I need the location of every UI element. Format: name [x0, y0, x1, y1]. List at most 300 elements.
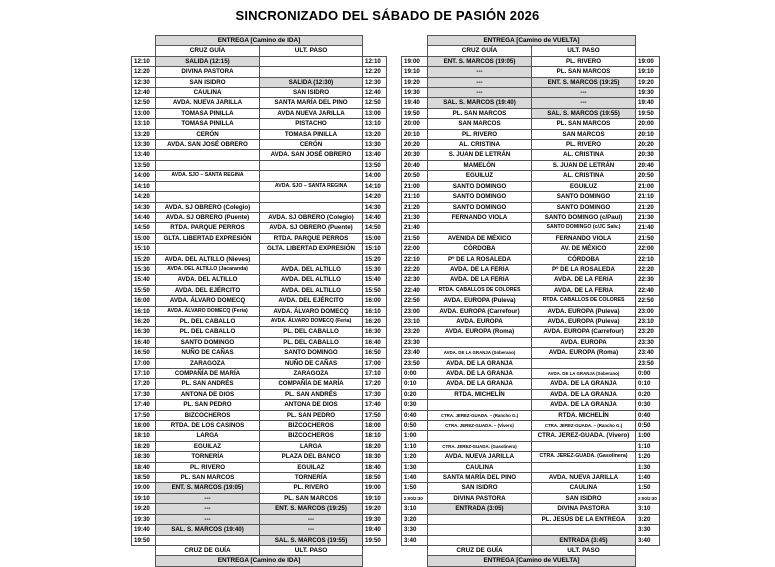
- time-cell: 17:40: [132, 400, 156, 410]
- cruz-guia-cell: ZARAGOZA: [156, 358, 260, 368]
- cruz-guia-cell: PL. RIVERO: [156, 462, 260, 472]
- cruz-guia-cell: [156, 535, 260, 545]
- time-cell: 2:00/2:30: [636, 493, 660, 503]
- time-cell: 15:50: [363, 285, 387, 295]
- time-cell: 19:50: [402, 108, 428, 118]
- cruz-guia-cell: [156, 181, 260, 191]
- time-cell: 0:30: [402, 400, 428, 410]
- time-cell: 14:50: [363, 223, 387, 233]
- time-cell: 1:00: [402, 431, 428, 441]
- time-cell: 20:40: [402, 160, 428, 170]
- spacer-cell: [363, 36, 387, 46]
- time-cell: 0:40: [636, 410, 660, 420]
- ult-paso-cell: AVDA. NUEVA JARILLA: [532, 473, 636, 483]
- table-row: [132, 67, 387, 77]
- table-row: [402, 254, 660, 264]
- time-cell: 1:20: [402, 452, 428, 462]
- ult-paso-cell: CAULINA: [532, 483, 636, 493]
- time-cell: 21:00: [636, 181, 660, 191]
- ult-paso-cell: CTRA. JEREZ-GUADA. (Vivero): [532, 431, 636, 441]
- cruz-guia-cell: [428, 514, 532, 524]
- table-footer: ENTREGA [Camino de IDA]: [156, 556, 363, 566]
- table-row: [402, 171, 660, 181]
- table-row: [402, 389, 660, 399]
- cruz-guia-cell: EGUILAZ: [156, 441, 260, 451]
- time-cell: 13:30: [132, 140, 156, 150]
- table-row: [132, 441, 387, 451]
- time-cell: 21:20: [636, 202, 660, 212]
- cruz-guia-cell: MAMELÓN: [428, 160, 532, 170]
- time-cell: 12:20: [132, 67, 156, 77]
- time-cell: 18:30: [132, 452, 156, 462]
- table-row: [132, 462, 387, 472]
- ult-paso-cell: AVDA. DEL ALTILLO: [260, 264, 363, 274]
- ult-paso-cell: PLAZA DEL BANCO: [260, 452, 363, 462]
- time-cell: 18:30: [363, 452, 387, 462]
- table-row: [132, 77, 387, 87]
- spacer-cell: [132, 545, 156, 555]
- ult-paso-cell: Pº DE LA ROSALEDA: [532, 264, 636, 274]
- time-cell: 22:30: [636, 275, 660, 285]
- table-row: [132, 264, 387, 274]
- time-cell: 17:50: [363, 410, 387, 420]
- time-cell: 14:20: [363, 192, 387, 202]
- time-cell: 15:10: [132, 244, 156, 254]
- time-cell: 18:50: [132, 473, 156, 483]
- schedule-table-vuelta: [401, 35, 660, 567]
- ult-paso-cell: EGUILUZ: [532, 181, 636, 191]
- table-row: [402, 462, 660, 472]
- ult-paso-cell: [260, 56, 363, 66]
- time-cell: 14:00: [132, 171, 156, 181]
- time-cell: 14:50: [132, 223, 156, 233]
- cruz-guia-cell: AVDA. NUEVA JARILLA: [428, 452, 532, 462]
- time-cell: 14:10: [132, 181, 156, 191]
- time-cell: 16:20: [132, 316, 156, 326]
- cruz-guia-cell: CAULINA: [156, 88, 260, 98]
- spacer-cell: [132, 556, 156, 566]
- table-row: [132, 327, 387, 337]
- ult-paso-cell: AVDA. SJO – SANTA REGINA: [260, 181, 363, 191]
- table-row: [132, 504, 387, 514]
- cruz-guia-cell: AVDA. DE LA FERIA: [428, 275, 532, 285]
- time-cell: 14:40: [363, 212, 387, 222]
- ult-paso-cell: ---: [260, 514, 363, 524]
- time-cell: 22:40: [636, 285, 660, 295]
- ult-paso-cell: ---: [532, 98, 636, 108]
- table-row: [402, 67, 660, 77]
- time-cell: 16:30: [363, 327, 387, 337]
- time-cell: 20:40: [636, 160, 660, 170]
- ult-paso-cell: [532, 358, 636, 368]
- cruz-guia-cell: PL. SAN PEDRO: [156, 400, 260, 410]
- time-cell: 16:40: [132, 337, 156, 347]
- spacer-cell: [402, 46, 428, 56]
- table-row: [132, 493, 387, 503]
- column-footer-ult-paso: ULT. PASO: [532, 545, 636, 555]
- cruz-guia-cell: FERNANDO VIOLA: [428, 212, 532, 222]
- time-cell: 22:00: [402, 244, 428, 254]
- time-cell: 17:20: [363, 379, 387, 389]
- ult-paso-cell: ENTRADA (3:45): [532, 535, 636, 545]
- column-header-ult-paso: ULT. PASO: [532, 46, 636, 56]
- ult-paso-cell: SANTO DOMINGO (c/Paul): [532, 212, 636, 222]
- cruz-guia-cell: COMPAÑÍA DE MARÍA: [156, 369, 260, 379]
- cruz-guia-cell: RTDA. PARQUE PERROS: [156, 223, 260, 233]
- cruz-guia-cell: [428, 525, 532, 535]
- cruz-guia-cell: NUÑO DE CAÑAS: [156, 348, 260, 358]
- table-row: [402, 244, 660, 254]
- ult-paso-cell: AVDA. ÁLVARO DOMECQ (Feria): [260, 316, 363, 326]
- cruz-guia-cell: SANTO DOMINGO: [428, 202, 532, 212]
- spacer-cell: [363, 556, 387, 566]
- cruz-guia-cell: AVDA. DE LA GRANJA (Soberano): [428, 348, 532, 358]
- time-cell: 3:40: [402, 535, 428, 545]
- cruz-guia-cell: SAL. S. MARCOS (19:40): [428, 98, 532, 108]
- time-cell: 21:30: [402, 212, 428, 222]
- cruz-guia-cell: [428, 223, 532, 233]
- time-cell: 19:40: [402, 98, 428, 108]
- time-cell: 22:40: [402, 285, 428, 295]
- cruz-guia-cell: PL. DEL CABALLO: [156, 316, 260, 326]
- ult-paso-cell: AVDA. SJ OBRERO (Colegio): [260, 212, 363, 222]
- time-cell: 23:10: [636, 316, 660, 326]
- table-row: [132, 514, 387, 524]
- column-header-cruz-guia: CRUZ GUÍA: [428, 46, 532, 56]
- table-row: [132, 56, 387, 66]
- cruz-guia-cell: [428, 431, 532, 441]
- time-cell: 12:40: [363, 88, 387, 98]
- table-row: [132, 431, 387, 441]
- cruz-guia-cell: DIVINA PASTORA: [156, 67, 260, 77]
- time-cell: 19:00: [363, 483, 387, 493]
- table-row: [132, 275, 387, 285]
- cruz-guia-cell: AVDA. ÁLVARO DOMECQ (Feria): [156, 306, 260, 316]
- time-cell: 22:20: [402, 264, 428, 274]
- time-cell: 0:20: [402, 389, 428, 399]
- spacer-cell: [636, 46, 660, 56]
- ult-paso-cell: AVDA. EUROPA (Roma): [532, 348, 636, 358]
- time-cell: 20:00: [636, 119, 660, 129]
- time-cell: 18:20: [132, 441, 156, 451]
- cruz-guia-cell: AVDA. EUROPA (Carrefour): [428, 306, 532, 316]
- time-cell: 17:30: [363, 389, 387, 399]
- time-cell: 19:20: [402, 77, 428, 87]
- time-cell: 0:50: [636, 421, 660, 431]
- time-cell: 12:10: [132, 56, 156, 66]
- time-cell: 14:20: [132, 192, 156, 202]
- time-cell: 14:30: [363, 202, 387, 212]
- time-cell: 21:10: [636, 192, 660, 202]
- cruz-guia-cell: CTRA. JEREZ-GUADA. – (Vivero): [428, 421, 532, 431]
- cruz-guia-cell: AVDA. SJO – SANTA REGINA: [156, 171, 260, 181]
- time-cell: 23:00: [636, 306, 660, 316]
- ult-paso-cell: RTDA. PARQUE PERROS: [260, 233, 363, 243]
- time-cell: 19:50: [636, 108, 660, 118]
- table-row: [402, 410, 660, 420]
- spacer-cell: [402, 545, 428, 555]
- time-cell: 23:40: [402, 348, 428, 358]
- table-row: [132, 181, 387, 191]
- time-cell: 12:30: [363, 77, 387, 87]
- time-cell: 22:10: [402, 254, 428, 264]
- time-cell: 19:00: [132, 483, 156, 493]
- time-cell: 18:20: [363, 441, 387, 451]
- time-cell: 18:00: [132, 421, 156, 431]
- header-row: [132, 36, 387, 46]
- table-row: [132, 202, 387, 212]
- time-cell: 19:10: [636, 67, 660, 77]
- header-row: [402, 36, 660, 46]
- time-cell: 17:40: [363, 400, 387, 410]
- cruz-guia-cell: SANTO DOMINGO: [428, 192, 532, 202]
- cruz-guia-cell: TORNERÍA: [156, 452, 260, 462]
- time-cell: 23:30: [402, 337, 428, 347]
- ult-paso-cell: RTDA. MICHELÍN: [532, 410, 636, 420]
- cruz-guia-cell: ---: [428, 88, 532, 98]
- cruz-guia-cell: SANTO DOMINGO: [156, 337, 260, 347]
- cruz-guia-cell: CÓRDOBA: [428, 244, 532, 254]
- ult-paso-cell: BIZCOCHEROS: [260, 421, 363, 431]
- time-cell: 21:20: [402, 202, 428, 212]
- ult-paso-cell: AVDA. DE LA GRANJA: [532, 389, 636, 399]
- ult-paso-cell: PL. RIVERO: [532, 56, 636, 66]
- time-cell: 18:10: [363, 431, 387, 441]
- cruz-guia-cell: S. JUAN DE LETRÁN: [428, 150, 532, 160]
- ult-paso-cell: AVDA. DEL ALTILLO: [260, 275, 363, 285]
- ult-paso-cell: PL. RIVERO: [532, 140, 636, 150]
- time-cell: 14:40: [132, 212, 156, 222]
- cruz-guia-cell: AVDA. ÁLVARO DOMECQ: [156, 296, 260, 306]
- ult-paso-cell: AVDA. EUROPA (Pulevа): [532, 306, 636, 316]
- cruz-guia-cell: [428, 337, 532, 347]
- cruz-guia-cell: AVDA. SJ OBRERO (Colegio): [156, 202, 260, 212]
- time-cell: 13:40: [132, 150, 156, 160]
- time-cell: 21:50: [402, 233, 428, 243]
- time-cell: 22:50: [402, 296, 428, 306]
- ult-paso-cell: PISTACHO: [260, 119, 363, 129]
- ult-paso-cell: COMPAÑÍA DE MARÍA: [260, 379, 363, 389]
- time-cell: 13:40: [363, 150, 387, 160]
- cruz-guia-cell: AVDA. DE LA GRANJA: [428, 369, 532, 379]
- table-row: [402, 441, 660, 451]
- time-cell: 19:10: [363, 493, 387, 503]
- time-cell: 19:40: [636, 98, 660, 108]
- table-row: [402, 379, 660, 389]
- time-cell: 15:10: [363, 244, 387, 254]
- time-cell: 23:30: [636, 337, 660, 347]
- ult-paso-cell: SAN ISIDRO: [532, 493, 636, 503]
- table-row: [132, 150, 387, 160]
- time-cell: 20:50: [402, 171, 428, 181]
- table-row: [402, 296, 660, 306]
- time-cell: 1:50: [636, 483, 660, 493]
- time-cell: 19:30: [363, 514, 387, 524]
- ult-paso-cell: PL. DEL CABALLO: [260, 327, 363, 337]
- ult-paso-cell: SAN MARCOS: [532, 129, 636, 139]
- table-row: [132, 192, 387, 202]
- time-cell: 14:30: [132, 202, 156, 212]
- time-cell: 17:10: [363, 369, 387, 379]
- time-cell: 12:10: [363, 56, 387, 66]
- time-cell: 0:10: [402, 379, 428, 389]
- table-row: [402, 181, 660, 191]
- time-cell: 20:30: [402, 150, 428, 160]
- table-row: [402, 140, 660, 150]
- time-cell: 16:30: [132, 327, 156, 337]
- ult-paso-cell: SAL. S. MARCOS (19:55): [532, 108, 636, 118]
- time-cell: 3:30: [402, 525, 428, 535]
- time-cell: 1:30: [402, 462, 428, 472]
- ult-paso-cell: AL. CRISTINA: [532, 150, 636, 160]
- time-cell: 22:10: [636, 254, 660, 264]
- time-cell: 18:40: [363, 462, 387, 472]
- time-cell: 17:10: [132, 369, 156, 379]
- table-row: [132, 369, 387, 379]
- table-row: [132, 421, 387, 431]
- ult-paso-cell: PL. SAN MARCOS: [260, 493, 363, 503]
- time-cell: 17:00: [132, 358, 156, 368]
- ult-paso-cell: BIZCOCHEROS: [260, 431, 363, 441]
- time-cell: 0:30: [636, 400, 660, 410]
- cruz-guia-cell: AVDA. DE LA FERIA: [428, 264, 532, 274]
- time-cell: 21:50: [636, 233, 660, 243]
- table-row: [132, 119, 387, 129]
- time-cell: 23:20: [402, 327, 428, 337]
- cruz-guia-cell: ENT. S. MARCOS (19:05): [428, 56, 532, 66]
- ult-paso-cell: AVDA. SJ OBRERO (Puente): [260, 223, 363, 233]
- time-cell: 23:40: [636, 348, 660, 358]
- ult-paso-cell: SANTA MARÍA DEL PINO: [260, 98, 363, 108]
- table-row: [402, 129, 660, 139]
- schedule-table-ida: [131, 35, 387, 567]
- cruz-guia-cell: Pº DE LA ROSALEDA: [428, 254, 532, 264]
- table-row: [132, 348, 387, 358]
- footer-row: [402, 556, 660, 566]
- table-row: [402, 504, 660, 514]
- time-cell: 19:40: [363, 525, 387, 535]
- time-cell: 23:10: [402, 316, 428, 326]
- ult-paso-cell: [260, 202, 363, 212]
- table-row: [402, 400, 660, 410]
- spacer-cell: [636, 36, 660, 46]
- column-footer-row: [132, 545, 387, 555]
- time-cell: 22:20: [636, 264, 660, 274]
- ult-paso-cell: NUÑO DE CAÑAS: [260, 358, 363, 368]
- time-cell: 1:40: [636, 473, 660, 483]
- cruz-guia-cell: ---: [156, 504, 260, 514]
- ult-paso-cell: [260, 171, 363, 181]
- time-cell: 19:20: [363, 504, 387, 514]
- time-cell: 1:50: [402, 483, 428, 493]
- ult-paso-cell: S. JUAN DE LETRÁN: [532, 160, 636, 170]
- ult-paso-cell: TORNERÍA: [260, 473, 363, 483]
- cruz-guia-cell: [428, 535, 532, 545]
- table-row: [132, 223, 387, 233]
- time-cell: 19:00: [636, 56, 660, 66]
- table-row: [402, 192, 660, 202]
- table-row: [132, 452, 387, 462]
- cruz-guia-cell: SAL. S. MARCOS (19:40): [156, 525, 260, 535]
- ult-paso-cell: TOMASA PINILLA: [260, 129, 363, 139]
- time-cell: 13:50: [132, 160, 156, 170]
- table-row: [402, 56, 660, 66]
- table-row: [402, 275, 660, 285]
- time-cell: 0:50: [402, 421, 428, 431]
- table-row: [402, 77, 660, 87]
- cruz-guia-cell: PL. SAN ANDRÉS: [156, 379, 260, 389]
- time-cell: 23:20: [636, 327, 660, 337]
- time-cell: 21:40: [636, 223, 660, 233]
- ult-paso-cell: PL. RIVERO: [260, 483, 363, 493]
- cruz-guia-cell: CERÓN: [156, 129, 260, 139]
- column-footer-cruz-guia: CRUZ DE GUÍA: [428, 545, 532, 555]
- ult-paso-cell: AVDA NUEVA JARILLA: [260, 108, 363, 118]
- table-row: [402, 431, 660, 441]
- table-row: [402, 150, 660, 160]
- spacer-cell: [636, 556, 660, 566]
- ult-paso-cell: [260, 160, 363, 170]
- time-cell: 19:10: [402, 67, 428, 77]
- time-cell: 12:50: [363, 98, 387, 108]
- ult-paso-cell: [260, 67, 363, 77]
- ult-paso-cell: EGUILAZ: [260, 462, 363, 472]
- time-cell: 22:00: [636, 244, 660, 254]
- time-cell: 1:10: [636, 441, 660, 451]
- time-cell: 19:20: [636, 77, 660, 87]
- table-row: [132, 88, 387, 98]
- spacer-cell: [402, 36, 428, 46]
- cruz-guia-cell: AVDA. SJ OBRERO (Puente): [156, 212, 260, 222]
- cruz-guia-cell: PL. RIVERO: [428, 129, 532, 139]
- cruz-guia-cell: PL. DEL CABALLO: [156, 327, 260, 337]
- cruz-guia-cell: AVDA. DE LA GRANJA: [428, 358, 532, 368]
- table-row: [402, 223, 660, 233]
- cruz-guia-cell: ---: [156, 514, 260, 524]
- table-row: [402, 327, 660, 337]
- ult-paso-cell: CERÓN: [260, 140, 363, 150]
- time-cell: 18:10: [132, 431, 156, 441]
- time-cell: 3:10: [636, 504, 660, 514]
- time-cell: 16:40: [363, 337, 387, 347]
- cruz-guia-cell: AVDA. DE LA GRANJA: [428, 379, 532, 389]
- time-cell: 12:50: [132, 98, 156, 108]
- table-row: [132, 379, 387, 389]
- ult-paso-cell: LARGA: [260, 441, 363, 451]
- time-cell: 16:50: [132, 348, 156, 358]
- spacer-cell: [363, 46, 387, 56]
- ult-paso-cell: SANTO DOMINGO (c/JC Salv.): [532, 223, 636, 233]
- ult-paso-cell: [260, 192, 363, 202]
- time-cell: 1:40: [402, 473, 428, 483]
- time-cell: 19:50: [132, 535, 156, 545]
- footer-row: [132, 556, 387, 566]
- cruz-guia-cell: AVDA. EUROPA (Puleva): [428, 296, 532, 306]
- cruz-guia-cell: AVDA. DEL EJÉRCITO: [156, 285, 260, 295]
- table-row: [132, 389, 387, 399]
- table-row: [402, 358, 660, 368]
- time-cell: 23:50: [402, 358, 428, 368]
- ult-paso-cell: AVDA. DE LA FERIA: [532, 275, 636, 285]
- ult-paso-cell: GLTA. LIBERTAD EXPRESIÓN: [260, 244, 363, 254]
- ult-paso-cell: SALIDA (12:30): [260, 77, 363, 87]
- table-row: [132, 473, 387, 483]
- time-cell: 1:10: [402, 441, 428, 451]
- table-row: [132, 285, 387, 295]
- table-row: [402, 514, 660, 524]
- cruz-guia-cell: AVDA. DEL ALTILLO: [156, 275, 260, 285]
- time-cell: 3:30: [636, 525, 660, 535]
